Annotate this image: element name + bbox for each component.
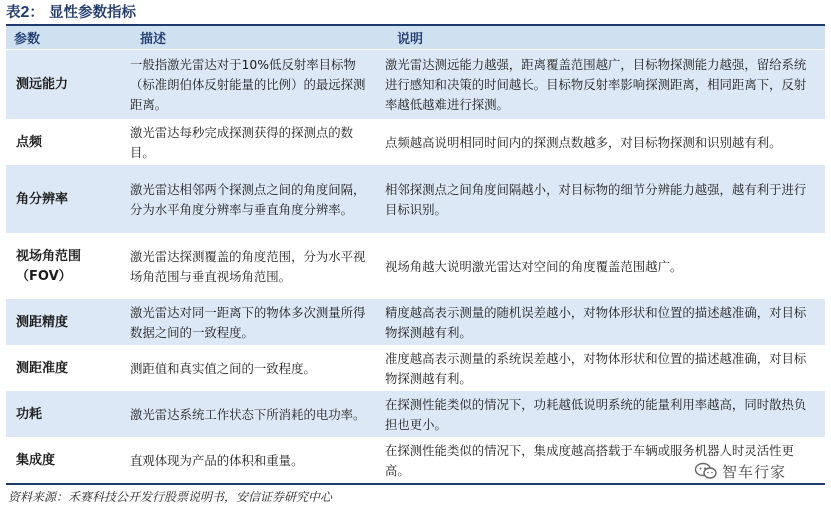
param-cell: 集成度 bbox=[6, 438, 120, 484]
note-cell: 在探测性能类似的情况下，集成度越高搭载于车辆或服务机器人时灵活性更高。 bbox=[377, 438, 825, 484]
param-cell: 测远能力 bbox=[6, 50, 120, 120]
desc-cell: 激光雷达对同一距离下的物体多次测量所得数据之间的一致程度。 bbox=[120, 300, 377, 346]
note-cell: 精度越高表示测量的随机误差越小，对物体形状和位置的描述越准确，对目标物探测越有利。 bbox=[377, 300, 825, 346]
source-note: 资料来源：禾赛科技公开发行股票说明书，安信证券研究中心 bbox=[8, 490, 333, 504]
param-cell: 点频 bbox=[6, 120, 120, 166]
desc-cell: 测距值和真实值之间的一致程度。 bbox=[120, 346, 377, 392]
table-row bbox=[6, 392, 825, 438]
table-row bbox=[6, 120, 825, 166]
param-cell: 测距准度 bbox=[6, 346, 120, 392]
desc-cell: 一般指激光雷达对于10%低反射率目标物（标准朗伯体反射能量的比例）的最远探测距离。 bbox=[120, 50, 377, 120]
table-row bbox=[6, 166, 825, 234]
header-note: 说明 bbox=[377, 26, 825, 50]
desc-cell: 激光雷达系统工作状态下所消耗的电功率。 bbox=[120, 392, 377, 438]
param-cell: 角分辨率 bbox=[6, 166, 120, 234]
desc-cell: 激光雷达探测覆盖的角度范围，分为水平视场角范围与垂直视场角范围。 bbox=[120, 234, 377, 300]
note-cell: 激光雷达测远能力越强，距离覆盖范围越广，目标物探测能力越强，留给系统进行感知和决策的时间越长。目标物反射率影响探测距离，相同距离下，反射率越低越难进行探测。 bbox=[377, 50, 825, 120]
desc-cell: 激光雷达相邻两个探测点之间的角度间隔，分为水平角度分辨率与垂直角度分辨率。 bbox=[120, 166, 377, 234]
watermark-text: 智车行家 bbox=[722, 462, 787, 481]
title-prefix: 表 bbox=[6, 5, 21, 21]
header-param: 参数 bbox=[6, 26, 120, 50]
parameter-table bbox=[6, 26, 825, 484]
table-title bbox=[6, 2, 136, 24]
note-cell: 点频越高说明相同时间内的探测点数越多，对目标物探测和识别越有利。 bbox=[377, 120, 825, 166]
table-row bbox=[6, 346, 825, 392]
desc-cell: 激光雷达每秒完成探测获得的探测点的数目。 bbox=[120, 120, 377, 166]
header-row bbox=[6, 26, 825, 50]
note-cell: 准度越高表示测量的系统误差越小，对物体形状和位置的描述越准确，对目标物探测越有利。 bbox=[377, 346, 825, 392]
wechat-icon bbox=[694, 462, 718, 480]
header-desc: 描述 bbox=[120, 26, 377, 50]
param-cell: 测距精度 bbox=[6, 300, 120, 346]
table-row bbox=[6, 234, 825, 300]
watermark bbox=[690, 460, 790, 482]
note-cell: 在探测性能类似的情况下，功耗越低说明系统的能量利用率越高，同时散热负担也更小。 bbox=[377, 392, 825, 438]
table-row bbox=[6, 300, 825, 346]
desc-cell: 直观体现为产品的体积和重量。 bbox=[120, 438, 377, 484]
param-cell: 功耗 bbox=[6, 392, 120, 438]
table-row bbox=[6, 50, 825, 120]
note-cell: 视场角越大说明激光雷达对空间的角度覆盖范围越广。 bbox=[377, 234, 825, 300]
param-cell: 视场角范围（FOV） bbox=[6, 234, 120, 300]
title-text: ： 显性参数指标 bbox=[29, 5, 136, 21]
note-cell: 相邻探测点之间角度间隔越小，对目标物的细节分辨能力越强，越有利于进行目标识别。 bbox=[377, 166, 825, 234]
bottom-rule bbox=[6, 483, 825, 485]
title-number: 2 bbox=[20, 4, 30, 21]
